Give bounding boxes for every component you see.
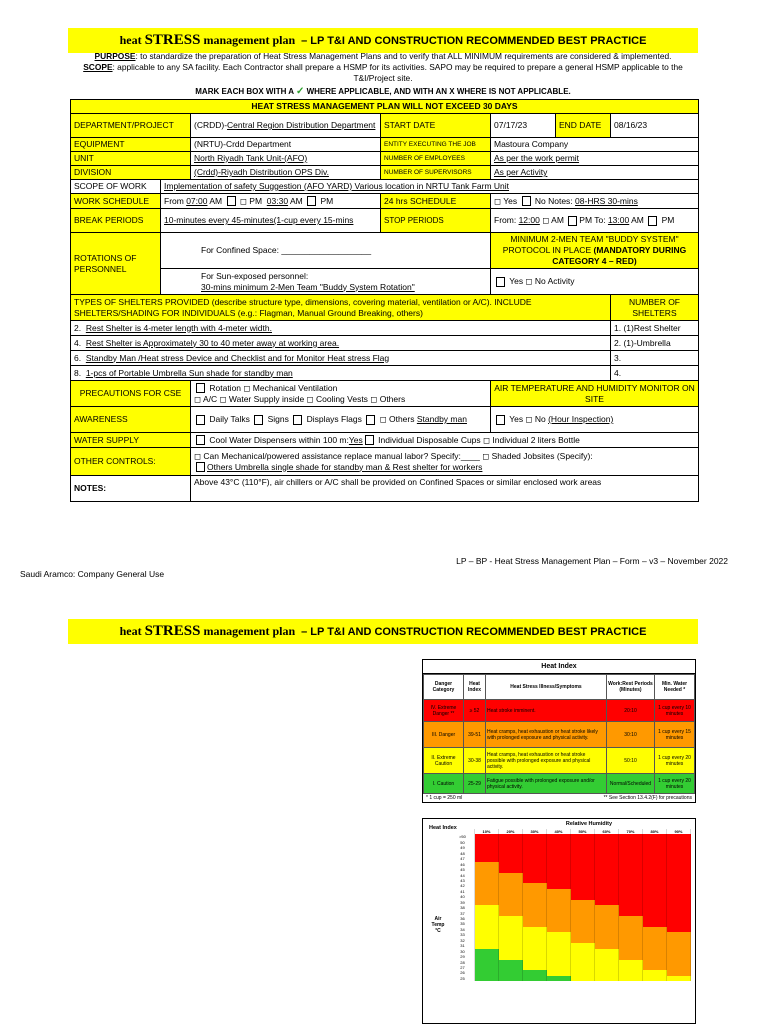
hi-category: IV. Extreme Danger ** — [424, 700, 464, 722]
rh-cell — [571, 976, 595, 981]
rh-temp-label: 41 — [451, 889, 475, 894]
banner-title-2: heat STRESS management plan — [119, 623, 296, 639]
rh-temp-label: 36 — [451, 916, 475, 921]
entity-label: ENTITY EXECUTING THE JOB — [381, 138, 491, 152]
rh-cell — [475, 976, 499, 981]
rh-air-label: Air Temp °C — [431, 916, 445, 934]
precaution-footnote: ** See Section 13.4.2(F) for precautions — [603, 795, 692, 801]
hi-symptoms: Fatigue possible with prolonged exposure and/or physical activity. — [486, 774, 607, 794]
sched24-label: 24 hrs SCHEDULE — [381, 194, 491, 209]
equipment-value[interactable]: (NRTU)-Crdd Department — [191, 138, 381, 152]
employees-value[interactable]: As per the work permit — [491, 152, 699, 166]
hi-header: Heat Stress Illness/Symptoms — [486, 675, 607, 700]
hi-symptoms: Heat cramps, heat exhaustion or heat stroke possible with prolonged exposure and physical activity. — [486, 748, 607, 774]
signs-checkbox[interactable] — [254, 415, 263, 425]
hi-value: ≥ 52 — [464, 700, 486, 722]
stop-value[interactable]: From: 12:00 ◻ AM PM To: 13:00 AM PM — [491, 209, 699, 233]
scope-work-label: SCOPE OF WORK — [71, 180, 161, 194]
rh-humidity-header: 40% — [547, 829, 571, 834]
rh-temp-label: 30 — [451, 949, 475, 954]
rotation-confined[interactable]: For Confined Space: ___________________ — [161, 233, 491, 269]
hi-symptoms: Heat stroke imminent. — [486, 700, 607, 722]
rh-temp-label: 35 — [451, 921, 475, 926]
cse-rotation-checkbox[interactable] — [196, 383, 205, 393]
work-schedule-label: WORK SCHEDULE — [71, 194, 161, 209]
heat-index-table — [422, 659, 696, 803]
shelter-count[interactable]: 1. (1)Rest Shelter — [611, 321, 699, 336]
purpose-text: : to standardize the preparation of Heat Stress Management Plans and to verify that ALL MINIMUM requirements are considered & implemented. — [135, 51, 672, 61]
dept-label: DEPARTMENT/PROJECT — [71, 114, 191, 138]
rh-cell — [667, 976, 691, 981]
notes-value[interactable]: Above 43°C (110°F), air chillers or A/C shall be provided on Confined Spaces or similar enclosed work areas — [191, 476, 699, 502]
shelter-row[interactable]: 8. 1-pcs of Portable Umbrella Sun shade for standby man — [71, 366, 611, 381]
entity-value[interactable]: Mastoura Company — [491, 138, 699, 152]
division-value[interactable]: (Crdd)-Riyadh Distribution OPS Div. — [191, 166, 381, 180]
rh-humidity-header: 30% — [523, 829, 547, 834]
flags-checkbox[interactable] — [366, 415, 375, 425]
rh-cell — [523, 976, 547, 981]
rh-cell — [643, 976, 667, 981]
hi-value: 25-29 — [464, 774, 486, 794]
buddy-system-note: MINIMUM 2-MEN TEAM "BUDDY SYSTEM" PROTOCOL IN PLACE (MANDATORY DURING CATEGORY 4 – RED) — [491, 233, 699, 269]
hi-header: Danger Category — [424, 675, 464, 700]
am-checkbox[interactable] — [227, 196, 236, 206]
classification-footer: Saudi Aramco: Company General Use — [20, 569, 165, 579]
division-label: DIVISION — [71, 166, 191, 180]
rh-temp-label: 25 — [451, 976, 475, 981]
rh-humidity-header: 80% — [643, 829, 667, 834]
hi-water: 1 cup every 20 minutes — [655, 774, 695, 794]
rotations-label: ROTATIONS OF PERSONNEL — [71, 233, 161, 295]
rh-humidity-header: 90% — [667, 829, 691, 834]
hi-work-rest: Normal/Scheduled — [607, 774, 655, 794]
unit-label: UNIT — [71, 152, 191, 166]
rotation-yes-checkbox[interactable] — [496, 277, 505, 287]
hi-work-rest: 20:10 — [607, 700, 655, 722]
rh-temp-label: 26 — [451, 970, 475, 975]
heat-index-title: Heat Index — [423, 660, 695, 674]
am2-checkbox[interactable] — [307, 196, 316, 206]
rh-cell — [619, 976, 643, 981]
dept-value[interactable]: (CRDD)-Central Region Distribution Department — [191, 114, 381, 138]
heat-index-footnotes — [423, 794, 695, 802]
rh-temp-label: 49 — [451, 845, 475, 850]
shelter-count[interactable]: 3. — [611, 351, 699, 366]
rotation-sun[interactable]: For Sun-exposed personnel: 30-mins minimum 2-Men Team "Buddy System Rotation" — [161, 269, 491, 295]
rh-temp-label: 43 — [451, 878, 475, 883]
rh-cell — [547, 976, 571, 981]
rh-temp-label: 34 — [451, 927, 475, 932]
cse-label: PRECAUTIONS FOR CSE — [71, 381, 191, 407]
rh-temp-label: 28 — [451, 960, 475, 965]
banner-subtitle: – LP T&I AND CONSTRUCTION RECOMMENDED BEST PRACTICE — [301, 34, 647, 47]
rh-humidity-header: 70% — [619, 829, 643, 834]
rotation-yesno[interactable]: Yes ◻ No Activity — [491, 269, 699, 295]
break-label: BREAK PERIODS — [71, 209, 161, 233]
break-value[interactable]: 10-minutes every 45-minutes(1-cup every 15-mins — [161, 209, 381, 233]
rh-row — [451, 976, 691, 981]
awareness-label: AWARENESS — [71, 407, 191, 433]
start-date-value[interactable]: 07/17/23 — [491, 114, 556, 138]
other-controls-label: OTHER CONTROLS: — [71, 448, 191, 476]
rh-temp-label: 40 — [451, 894, 475, 899]
cup-footnote: * 1 cup = 250 ml — [426, 795, 463, 801]
rh-temp-label: 48 — [451, 851, 475, 856]
equipment-label: EQUIPMENT — [71, 138, 191, 152]
rh-humidity-header: 20% — [499, 829, 523, 834]
intro-text — [68, 51, 698, 84]
air-monitor-options[interactable]: Yes ◻ No (Hour Inspection) — [491, 407, 699, 433]
displays-checkbox[interactable] — [293, 415, 302, 425]
rh-temp-label: 33 — [451, 932, 475, 937]
rh-temp-label: 38 — [451, 905, 475, 910]
supervisors-label: NUMBER OF SUPERVISORS — [381, 166, 491, 180]
air-yes-checkbox[interactable] — [496, 415, 505, 425]
cups-checkbox[interactable] — [365, 435, 374, 445]
mark-text-a: MARK EACH BOX WITH A — [195, 87, 296, 96]
hi-work-rest: 30:10 — [607, 722, 655, 748]
rh-temp-label: 44 — [451, 873, 475, 878]
rh-humidity-header: 50% — [571, 829, 595, 834]
shelter-row[interactable]: 2. Rest Shelter is 4-meter length with 4-meter width. — [71, 321, 611, 336]
other-controls-options[interactable]: ◻ Can Mechanical/powered assistance replace manual labor? Specify:____ ◻ Shaded Jobsites (Specify): Others Umbrella single shade for standby man & Rest shelter for workers — [191, 448, 699, 476]
sched24-value[interactable]: ◻ Yes No Notes: 08-HRS 30-mins — [491, 194, 699, 209]
banner-subtitle-2: – LP T&I AND CONSTRUCTION RECOMMENDED BEST PRACTICE — [301, 625, 647, 638]
sched24-no-checkbox[interactable] — [522, 196, 531, 206]
air-monitor-label: AIR TEMPERATURE AND HUMIDITY MONITOR ON SITE — [491, 381, 699, 407]
scope-label: SCOPE — [83, 62, 113, 72]
scope-work-value[interactable]: Implementation of safety Suggestion (AFO YARD) Various location in NRTU Tank Farm Unit — [161, 180, 699, 194]
hi-category: III. Danger — [424, 722, 464, 748]
rh-cell — [499, 976, 523, 981]
hi-work-rest: 50:10 — [607, 748, 655, 774]
rh-temp-label: 47 — [451, 856, 475, 861]
hi-category: II. Extreme Caution — [424, 748, 464, 774]
mark-instructions — [68, 86, 698, 97]
employees-label: NUMBER OF EMPLOYEES — [381, 152, 491, 166]
rh-temp-label: 42 — [451, 883, 475, 888]
unit-value[interactable]: North Riyadh Tank Unit-(AFO) — [191, 152, 381, 166]
others-checkbox[interactable] — [196, 462, 205, 472]
form-version-footer: LP – BP - Heat Stress Management Plan – Form – v3 – November 2022 — [456, 556, 728, 566]
page-banner-2 — [68, 619, 698, 644]
stop-am-checkbox[interactable] — [568, 216, 577, 226]
rh-row-label: Heat Index — [429, 825, 457, 831]
hi-water: 1 cup every 15 minutes — [655, 722, 695, 748]
rh-grid — [451, 829, 691, 981]
banner-title: heat STRESS management plan — [119, 32, 296, 48]
rh-temp-label: 45 — [451, 867, 475, 872]
mark-text-b: WHERE APPLICABLE, AND WITH AN X WHERE IS NOT APPLICABLE. — [304, 87, 571, 96]
rh-temp-label: 39 — [451, 900, 475, 905]
shelters-label: TYPES OF SHELTERS PROVIDED (describe structure type, dimensions, covering material, ventilation or A/C). INCLUDE SHELTERS/SHADING FOR INDIVIDUALS (e.g.: Flagman, Manual Ground Breaking, others) — [71, 295, 611, 321]
rh-temp-label: >50 — [451, 834, 475, 839]
rh-temp-label: 46 — [451, 862, 475, 867]
rh-title: Relative Humidity — [565, 821, 613, 827]
rh-temp-label: 32 — [451, 938, 475, 943]
hi-water: 1 cup every 20 minutes — [655, 748, 695, 774]
hi-value: 30-38 — [464, 748, 486, 774]
end-date-label: END DATE — [556, 114, 611, 138]
form-header: HEAT STRESS MANAGEMENT PLAN WILL NOT EXCEED 30 DAYS — [71, 100, 699, 114]
awareness-options[interactable]: Daily Talks Signs Displays Flags ◻ Others Standby man — [191, 407, 491, 433]
rh-humidity-header: 60% — [595, 829, 619, 834]
shelter-row[interactable]: 4. Rest Shelter is Approximately 30 to 40 meter away at working area. — [71, 336, 611, 351]
start-date-label: START DATE — [381, 114, 491, 138]
humidity-chart — [422, 818, 696, 1024]
heat-index-grid — [423, 674, 695, 794]
daily-talks-checkbox[interactable] — [196, 415, 205, 425]
water-options[interactable]: Cool Water Dispensers within 100 m:Yes Individual Disposable Cups ◻ Individual 2 liters Bottle — [191, 433, 699, 448]
supervisors-value[interactable]: As per Activity — [491, 166, 699, 180]
shelters-number-label: NUMBER OF SHELTERS — [611, 295, 699, 321]
shelter-count[interactable]: 2. (1)-Umbrella — [611, 336, 699, 351]
purpose-label: PURPOSE — [94, 51, 136, 61]
scope-text: : applicable to any SA facility. Each Contractor shall prepare a HSMP for its activities. SAPO may be required to prepare a general HSMP applicable to the T&I/Project site. — [112, 62, 683, 83]
hi-header: Work:Rest Periods (Minutes) — [607, 675, 655, 700]
hi-header: Min. Water Needed * — [655, 675, 695, 700]
hsmp-form — [70, 99, 699, 502]
shelter-count[interactable]: 4. — [611, 366, 699, 381]
work-schedule-value[interactable]: From 07:00 AM ◻ PM 03:30 AM PM — [161, 194, 381, 209]
end-date-value[interactable]: 08/16/23 — [611, 114, 699, 138]
cse-options[interactable]: Rotation ◻ Mechanical Ventilation ◻ A/C ◻ Water Supply inside ◻ Cooling Vests ◻ Others — [191, 381, 491, 407]
stop-am2-checkbox[interactable] — [648, 216, 657, 226]
rh-temp-label: 37 — [451, 911, 475, 916]
rh-temp-label: 31 — [451, 943, 475, 948]
hi-value: 39-51 — [464, 722, 486, 748]
shelter-row[interactable]: 6. Standby Man /Heat stress Device and Checklist and for Monitor Heat stress Flag — [71, 351, 611, 366]
water-dispenser-checkbox[interactable] — [196, 435, 205, 445]
hi-header: Heat Index — [464, 675, 486, 700]
rh-temp-label: 29 — [451, 954, 475, 959]
hi-water: 1 cup every 10 minutes — [655, 700, 695, 722]
rh-temp-label: 27 — [451, 965, 475, 970]
water-label: WATER SUPPLY — [71, 433, 191, 448]
rh-humidity-header: 10% — [475, 829, 499, 834]
rh-temp-label: 50 — [451, 840, 475, 845]
stop-label: STOP PERIODS — [381, 209, 491, 233]
rh-cell — [595, 976, 619, 981]
notes-label: NOTES: — [71, 476, 191, 502]
hi-symptoms: Heat cramps, heat exhaustion or heat stroke likely with prolonged exposure and physical activity. — [486, 722, 607, 748]
checkmark-icon: ✓ — [295, 86, 305, 97]
hi-category: I. Caution — [424, 774, 464, 794]
page-banner — [68, 28, 698, 53]
